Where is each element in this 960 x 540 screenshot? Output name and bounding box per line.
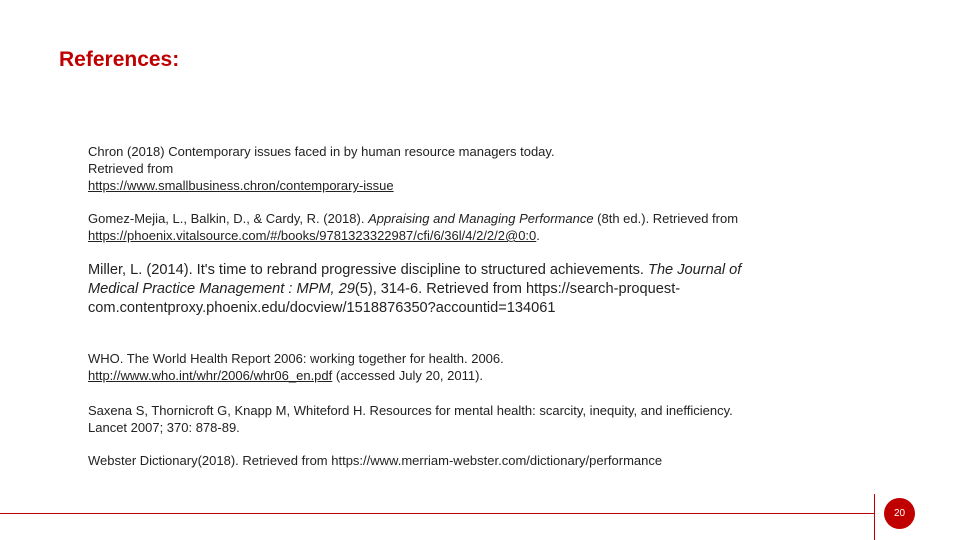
reference-text: Saxena S, Thornicroft G, Knapp M, Whiteford H. Resources for mental health: scarcity, inequity, and inefficiency.: [88, 403, 733, 418]
page-number-badge: 20: [884, 498, 915, 529]
reference-link[interactable]: https://phoenix.vitalsource.com/#/books/9781323322987/cfi/6/36l/4/2/2/2@0:0: [88, 228, 537, 243]
reference-text: Webster Dictionary(2018). Retrieved from https://www.merriam-webster.com/dictionary/performance: [88, 453, 663, 468]
reference-link[interactable]: https://www.smallbusiness.chron/contemporary-issue: [88, 178, 394, 193]
slide-title: References:: [59, 48, 180, 71]
reference-saxena: [88, 402, 808, 436]
reference-text: Lancet 2007; 370: 878-89.: [88, 420, 240, 435]
reference-text: Gomez-Mejia, L., Balkin, D., & Cardy, R. (2018).: [88, 211, 369, 226]
reference-chron: [88, 143, 808, 194]
reference-webster: [88, 452, 808, 469]
reference-text: Retrieved from: [88, 161, 174, 176]
reference-journal: The Journal of Medical Practice Management : MPM, 29: [88, 262, 742, 297]
reference-text: WHO. The World Health Report 2006: working together for health. 2006.: [88, 351, 504, 366]
reference-text: .: [536, 228, 540, 243]
reference-text: (8th ed.). Retrieved from: [593, 211, 739, 226]
footer-divider: [0, 513, 874, 514]
footer-vertical-divider: [874, 494, 875, 540]
reference-text: Chron (2018) Contemporary issues faced in by human resource managers today.: [88, 144, 555, 159]
reference-text: (5), 314-6. Retrieved from https://search-proquest-com.contentproxy.phoenix.edu/docview/1518876350?accountid=134061: [88, 281, 681, 316]
reference-gomez: [88, 210, 808, 244]
reference-who: [88, 350, 808, 384]
reference-text: Miller, L. (2014). It's time to rebrand progressive discipline to structured achievements.: [88, 262, 649, 278]
reference-book-title: Appraising and Managing Performance: [368, 211, 594, 226]
reference-text: (accessed July 20, 2011).: [332, 368, 484, 383]
reference-miller: [88, 261, 793, 318]
reference-link[interactable]: http://www.who.int/whr/2006/whr06_en.pdf: [88, 368, 333, 383]
